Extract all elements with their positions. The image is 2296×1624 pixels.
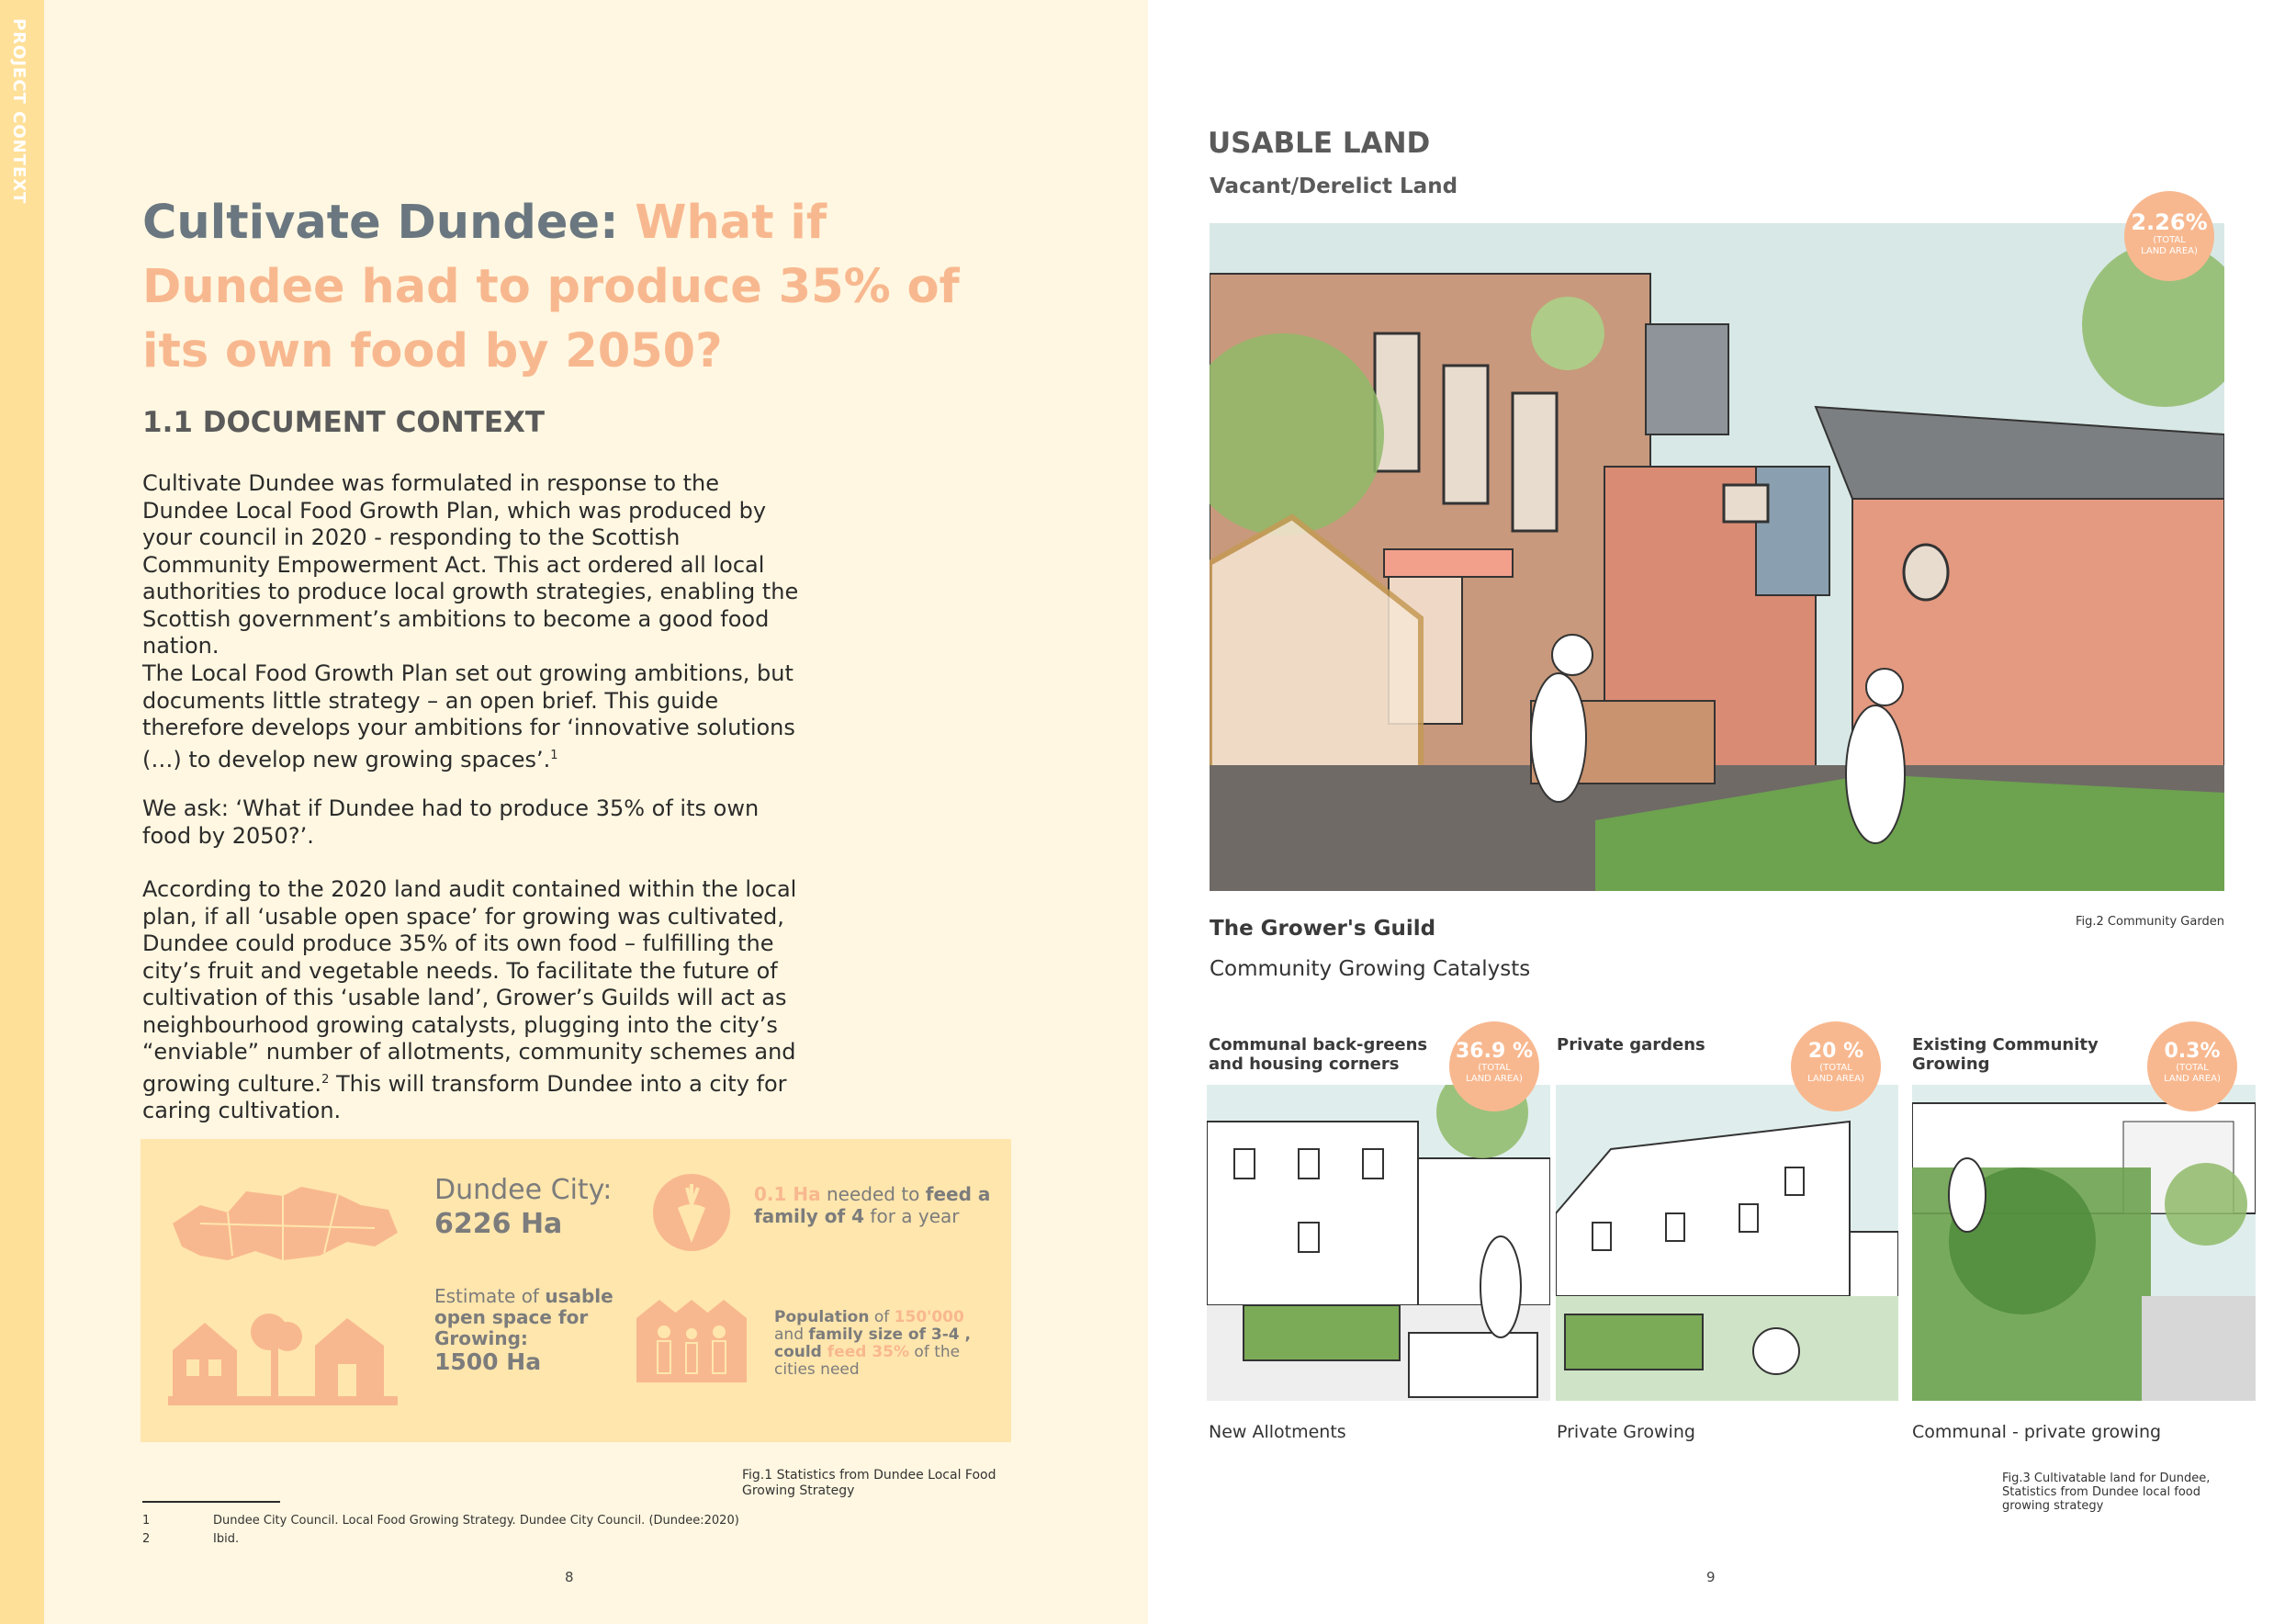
community-garden-illustration — [1210, 223, 2224, 891]
fig2-caption: Fig.2 Community Garden — [2076, 915, 2224, 929]
panel-3-badge-value: 0.3% — [2164, 1040, 2221, 1063]
panel-1-badge — [1449, 1021, 1539, 1111]
panel-3-illustration — [1912, 1085, 2256, 1401]
community-garden-drawing — [1210, 223, 2224, 891]
page-title — [142, 191, 1024, 384]
paragraph-1: Cultivate Dundee was formulated in response to the Dundee Local Food Growth Plan, which was produced by your council in 2020 - responding to the Scottish Community Empowerment Act. This act ordered all local authorities to produce local growth strategies, enabling the Scottish government’s ambitions to become a good food nation. — [142, 470, 799, 659]
panel-1-caption: New Allotments — [1209, 1422, 1346, 1442]
footnote-1-text: Dundee City Council. Local Food Growing Strategy. Dundee City Council. (Dundee:2020) — [213, 1514, 739, 1528]
pop-feed: feed 35% — [821, 1343, 910, 1361]
allotments-drawing — [1207, 1085, 1550, 1401]
footnote-rule — [142, 1501, 280, 1503]
carrot-icon — [650, 1171, 733, 1254]
city-label: Dundee City: — [434, 1174, 613, 1206]
panel-1-illustration — [1207, 1085, 1550, 1401]
feed-strong: feed a family of 4 — [754, 1183, 991, 1227]
houses-icon — [168, 1304, 398, 1405]
footnote-2-num: 2 — [142, 1532, 151, 1546]
panel-3-title: Existing Community Growing — [1912, 1035, 2099, 1074]
panel-2-badge — [1791, 1021, 1881, 1111]
pop-could: could — [774, 1343, 822, 1361]
panel-3-badge-label: (TOTAL LAND AREA) — [2164, 1063, 2221, 1084]
vacant-land-label: Vacant/Derelict Land — [1210, 175, 1458, 198]
estimate-value: 1500 Ha — [434, 1348, 542, 1375]
title-orange-part: What if Dundee had to produce 35% of its own food by 2050? — [142, 196, 960, 378]
usable-land-heading: USABLE LAND — [1208, 127, 1431, 160]
panel-2-illustration — [1556, 1085, 1898, 1401]
pop-of: of — [869, 1308, 895, 1326]
paragraph-4-end: This will transform Dundee into a city for caring cultivation. — [142, 1070, 787, 1123]
population-stat — [774, 1309, 995, 1379]
estimate-strong: usable open space for Growing: — [434, 1285, 613, 1349]
panel-2-badge-label: (TOTAL LAND AREA) — [1807, 1063, 1864, 1084]
panel-1-title: Communal back-greens and housing corners — [1209, 1035, 1428, 1074]
feed-stat — [754, 1183, 1002, 1227]
stats-box — [141, 1139, 1011, 1442]
fig1-caption: Fig.1 Statistics from Dundee Local Food Growing Strategy — [742, 1468, 996, 1498]
private-gardens-drawing — [1556, 1085, 1898, 1401]
title-gray-part: Cultivate Dundee: — [142, 196, 636, 250]
page-number-right: 9 — [1706, 1569, 1716, 1585]
spine-label: PROJECT CONTEXT — [9, 18, 28, 205]
vacant-land-badge-value: 2.26% — [2131, 209, 2208, 235]
fig3-caption: Fig.3 Cultivatable land for Dundee, Statistics from Dundee local food growing strategy — [2002, 1472, 2211, 1513]
family-icon — [632, 1295, 751, 1387]
footnote-2-text: Ibid. — [213, 1532, 240, 1546]
paragraph-2 — [142, 660, 804, 773]
panel-3-badge — [2147, 1021, 2237, 1111]
pop-and: and — [774, 1325, 809, 1344]
feed-amount: 0.1 Ha — [754, 1183, 821, 1205]
pop-family: family size of 3-4 , — [808, 1325, 971, 1344]
community-growing-drawing — [1912, 1085, 2256, 1401]
growers-guild-title: The Grower's Guild — [1210, 917, 1436, 941]
panel-2-badge-value: 20 % — [1807, 1040, 1864, 1063]
panel-1-badge-label: (TOTAL LAND AREA) — [1466, 1063, 1523, 1084]
paragraph-3: We ask: ‘What if Dundee had to produce 35% of its own food by 2050?’. — [142, 795, 760, 849]
footnote-ref-2: 2 — [321, 1072, 330, 1087]
paragraph-4-text: According to the 2020 land audit contained within the local plan, if all ‘usable open space’ for growing was cultivated, Dundee could produce 35% of its own food – fulfilling the city’s fruit and vegetable needs. To facilitate the future of cultivation of this ‘usable land’, Grower’s Guilds will act as neighbourhood growing catalysts, plugging into the city’s “enviable” number of allotments, community schemes and growing culture. — [142, 876, 797, 1097]
footnote-ref-1: 1 — [550, 748, 558, 762]
panel-2-title: Private gardens — [1557, 1035, 1705, 1054]
city-value: 6226 Ha — [434, 1208, 563, 1240]
vacant-land-badge — [2124, 191, 2214, 281]
panel-2-caption: Private Growing — [1557, 1422, 1695, 1442]
feed-end: for a year — [864, 1205, 960, 1227]
right-page — [1148, 0, 2296, 1624]
panel-1-badge-value: 36.9 % — [1456, 1040, 1533, 1063]
footnote-1-num: 1 — [142, 1514, 151, 1528]
pop-label: Population — [774, 1308, 870, 1326]
pop-value: 150'000 — [894, 1308, 964, 1326]
feed-mid: needed to — [820, 1183, 926, 1205]
estimate-pre: Estimate of — [434, 1285, 546, 1307]
estimate-stat — [434, 1286, 618, 1349]
spine-strip — [0, 0, 44, 1624]
paragraph-2-text: The Local Food Growth Plan set out growing ambitions, but documents little strategy – an open brief. This guide therefore develops your ambitions for ‘innovative solutions (…) to develop new growing spaces’. — [142, 660, 795, 773]
vacant-land-badge-label: (TOTAL LAND AREA) — [2141, 235, 2198, 256]
paragraph-4 — [142, 876, 804, 1125]
section-heading: 1.1 DOCUMENT CONTEXT — [142, 406, 546, 439]
pop-end: of the cities need — [774, 1343, 961, 1379]
page-number-left: 8 — [565, 1569, 574, 1585]
dundee-map-icon — [163, 1168, 402, 1269]
growers-guild-subtitle: Community Growing Catalysts — [1210, 957, 1531, 981]
panel-3-caption: Communal - private growing — [1912, 1422, 2162, 1442]
